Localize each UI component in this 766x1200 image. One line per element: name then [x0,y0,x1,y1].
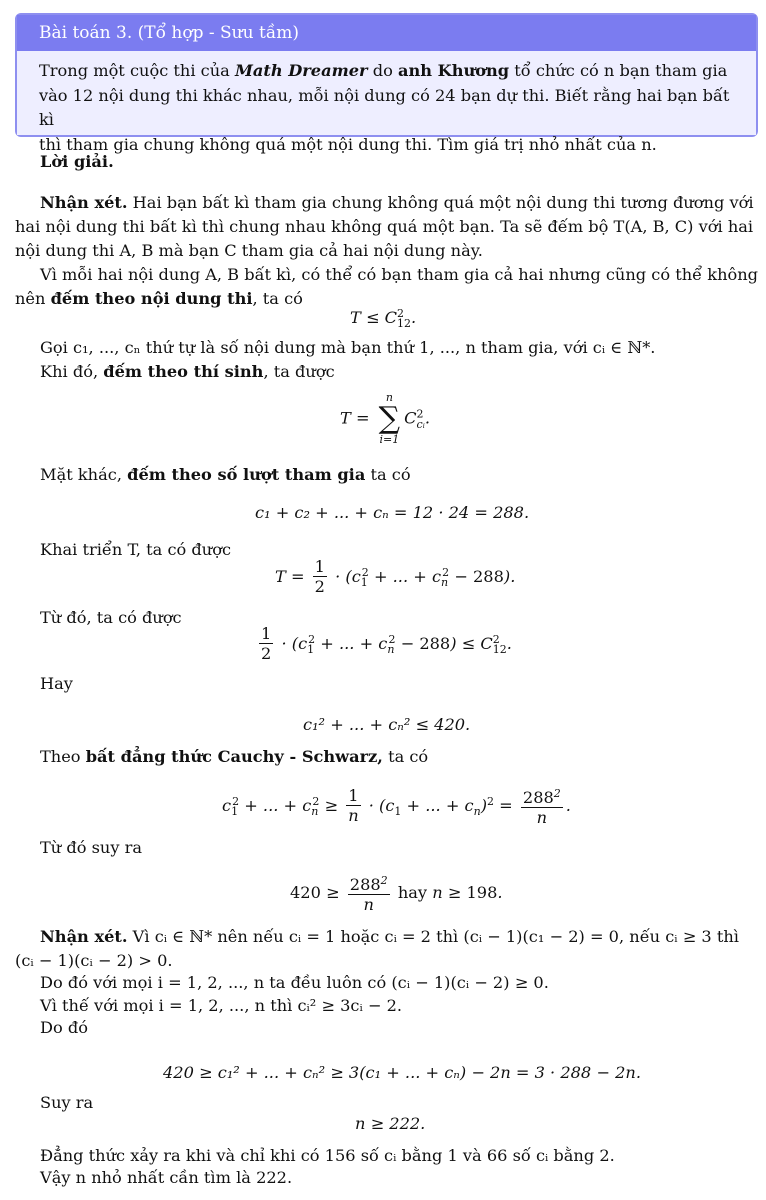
problem-header: Bài toán 3. (Tổ hợp - Sưu tầm) [17,15,756,51]
paragraph-9: Từ đó suy ra [40,838,143,857]
equation-9: 420 ≥ c₁² + ... + cₙ² ≥ 3(c₁ + ... + cₙ) − 2n = 3 · 288 − 2n. [163,1063,641,1082]
solution-title: Lời giải. [40,152,114,171]
equation-5: $\frac{1}{2}$ · ($c_1^2$ + ... + $c_n^2 - 288) \le C^2_{12}$. [261,624,512,663]
equation-2: T = n ∑ i=1 $C^2_{cᵢ}$. [340,391,430,446]
paragraph-6: Từ đó, ta có được [40,608,182,627]
problem-box [15,13,758,154]
paragraph-8: Theo bất đẳng thức Cauchy - Schwarz, ta có [40,747,429,766]
remark-1-line-2: hai nội dung thi bất kì thì chung nhau không quá một bạn. Ta sẽ đếm bộ T(A, B, C) với hai [15,217,754,236]
equation-10: n ≥ 222. [355,1114,426,1133]
paragraph-7: Hay [40,674,73,693]
paragraph-15: Vậy n nhỏ nhất cần tìm là 222. [40,1168,293,1187]
paragraph-2-line-2: nên đếm theo nội dung thi, ta có [15,289,303,308]
problem-line-2: vào 12 nội dung thi khác nhau, mỗi nội dung có 24 bạn dự thi. Biết rằng hai bạn bất kì [39,85,730,129]
paragraph-11: Vì thế với mọi i = 1, 2, ..., n thì cᵢ² ≥ 3cᵢ − 2. [40,996,403,1015]
paragraph-5: Khai triển T, ta có được [40,540,232,559]
equation-8: 420 ≥ $\frac{288^2}{n}$ hay n ≥ 198. [290,874,503,914]
equation-1: $T \le C^2_{12}$. [350,307,417,330]
problem-statement [17,51,756,154]
paragraph-3-line-2: Khi đó, đếm theo thí sinh, ta được [40,362,335,381]
paragraph-3-line-1: Gọi c₁, ..., cₙ thứ tự là số nội dung mà bạn thứ 1, ..., n tham gia, với cᵢ ∈ ℕ*. [40,338,656,357]
problem-line-3: thì tham gia chung không quá một nội dung thi. Tìm giá trị nhỏ nhất của n. [39,134,657,154]
paragraph-10: Do đó với mọi i = 1, 2, ..., n ta đều luôn có (cᵢ − 1)(cᵢ − 2) ≥ 0. [40,973,549,992]
paragraph-2-line-1: Vì mỗi hai nội dung A, B bất kì, có thể có bạn tham gia cả hai nhưng cũng có thể không [40,265,759,284]
equation-4: T = $\frac{1}{2}$ · ($c_1^2$ + ... + $c_n^2 - 288$). [275,557,516,596]
equation-6: c₁² + ... + cₙ² ≤ 420. [303,715,471,734]
problem-line-1: Trong một cuộc thi của Math Dreamer do anh Khương tổ chức có n bạn tham gia [39,61,728,80]
remark-2-line-2: (cᵢ − 1)(cᵢ − 2) > 0. [15,951,173,970]
remark-1-line-1: Nhận xét. Hai bạn bất kì tham gia chung không quá một nội dung thi tương đương với [40,193,754,212]
paragraph-13: Suy ra [40,1093,94,1112]
paragraph-14: Đẳng thức xảy ra khi và chỉ khi có 156 số cᵢ bằng 1 và 66 số cᵢ bằng 2. [40,1146,615,1165]
equation-3: c₁ + c₂ + ... + cₙ = 12 · 24 = 288. [255,503,530,522]
equation-7: $c_1^2$ + ... + $c_n^2$ ≥ $\frac{1}{n}$ · ($c_1$ + ... + $c_n)^2$ = $\frac{288^2}{n}$ . [222,786,571,827]
remark-1-line-3: nội dung thi A, B mà bạn C tham gia cả hai nội dung này. [15,241,483,260]
paragraph-4: Mặt khác, đếm theo số lượt tham gia ta có [40,465,411,484]
remark-2-line-1: Nhận xét. Vì cᵢ ∈ ℕ* nên nếu cᵢ = 1 hoặc cᵢ = 2 thì (cᵢ − 1)(c₁ − 2) = 0, nếu cᵢ ≥ 3 thì [40,927,739,946]
paragraph-12: Do đó [40,1018,88,1037]
